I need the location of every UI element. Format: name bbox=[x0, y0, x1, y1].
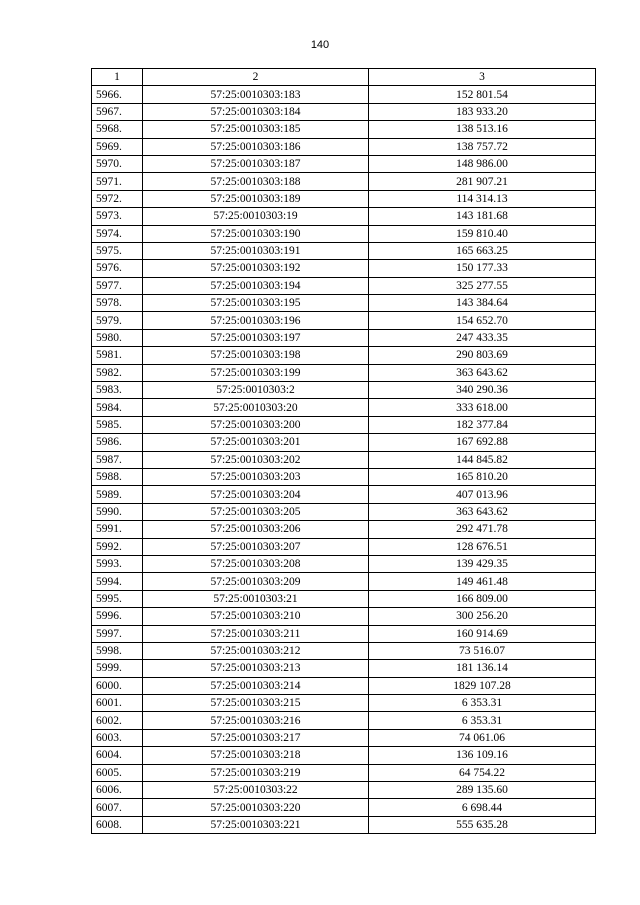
cadastral-number: 57:25:0010303:204 bbox=[143, 486, 369, 503]
table-row bbox=[92, 225, 596, 242]
cadastral-value: 6 353.31 bbox=[369, 712, 596, 729]
row-number: 5995. bbox=[92, 590, 143, 607]
row-number: 5975. bbox=[92, 242, 143, 259]
row-number: 5998. bbox=[92, 642, 143, 659]
cadastral-value: 555 635.28 bbox=[369, 816, 596, 833]
table-row bbox=[92, 782, 596, 799]
row-number: 6008. bbox=[92, 816, 143, 833]
table-row bbox=[92, 347, 596, 364]
cadastral-value: 128 676.51 bbox=[369, 538, 596, 555]
cadastral-number: 57:25:0010303:210 bbox=[143, 608, 369, 625]
row-number: 5989. bbox=[92, 486, 143, 503]
row-number: 6001. bbox=[92, 695, 143, 712]
table-row bbox=[92, 242, 596, 259]
row-number: 5972. bbox=[92, 190, 143, 207]
cadastral-number: 57:25:0010303:184 bbox=[143, 103, 369, 120]
header-col-2: 2 bbox=[143, 69, 369, 86]
cadastral-value: 182 377.84 bbox=[369, 416, 596, 433]
table-row bbox=[92, 260, 596, 277]
cadastral-number: 57:25:0010303:22 bbox=[143, 782, 369, 799]
table-row bbox=[92, 86, 596, 103]
cadastral-value: 165 810.20 bbox=[369, 468, 596, 485]
header-col-1: 1 bbox=[92, 69, 143, 86]
cadastral-number: 57:25:0010303:19 bbox=[143, 208, 369, 225]
row-number: 5992. bbox=[92, 538, 143, 555]
table-row bbox=[92, 625, 596, 642]
cadastral-value: 1829 107.28 bbox=[369, 677, 596, 694]
table-row bbox=[92, 329, 596, 346]
cadastral-number: 57:25:0010303:205 bbox=[143, 503, 369, 520]
cadastral-number: 57:25:0010303:220 bbox=[143, 799, 369, 816]
row-number: 5976. bbox=[92, 260, 143, 277]
row-number: 6006. bbox=[92, 782, 143, 799]
cadastral-value: 333 618.00 bbox=[369, 399, 596, 416]
cadastral-value: 292 471.78 bbox=[369, 521, 596, 538]
table-row bbox=[92, 590, 596, 607]
cadastral-value: 300 256.20 bbox=[369, 608, 596, 625]
cadastral-number: 57:25:0010303:197 bbox=[143, 329, 369, 346]
row-number: 6000. bbox=[92, 677, 143, 694]
table-row bbox=[92, 747, 596, 764]
cadastral-number: 57:25:0010303:215 bbox=[143, 695, 369, 712]
table-row bbox=[92, 364, 596, 381]
cadastral-number: 57:25:0010303:192 bbox=[143, 260, 369, 277]
cadastral-number: 57:25:0010303:216 bbox=[143, 712, 369, 729]
cadastral-value: 144 845.82 bbox=[369, 451, 596, 468]
row-number: 5977. bbox=[92, 277, 143, 294]
cadastral-number: 57:25:0010303:203 bbox=[143, 468, 369, 485]
cadastral-number: 57:25:0010303:195 bbox=[143, 295, 369, 312]
cadastral-number: 57:25:0010303:200 bbox=[143, 416, 369, 433]
cadastral-value: 363 643.62 bbox=[369, 364, 596, 381]
cadastral-number: 57:25:0010303:186 bbox=[143, 138, 369, 155]
cadastral-value: 290 803.69 bbox=[369, 347, 596, 364]
cadastral-number: 57:25:0010303:209 bbox=[143, 573, 369, 590]
table-row bbox=[92, 608, 596, 625]
row-number: 5999. bbox=[92, 660, 143, 677]
row-number: 5971. bbox=[92, 173, 143, 190]
cadastral-number: 57:25:0010303:2 bbox=[143, 382, 369, 399]
row-number: 6003. bbox=[92, 729, 143, 746]
row-number: 5981. bbox=[92, 347, 143, 364]
row-number: 5968. bbox=[92, 121, 143, 138]
table-body bbox=[92, 69, 596, 834]
cadastral-number: 57:25:0010303:202 bbox=[143, 451, 369, 468]
cadastral-number: 57:25:0010303:208 bbox=[143, 555, 369, 572]
row-number: 5993. bbox=[92, 555, 143, 572]
cadastral-value: 165 663.25 bbox=[369, 242, 596, 259]
cadastral-number: 57:25:0010303:199 bbox=[143, 364, 369, 381]
cadastral-value: 74 061.06 bbox=[369, 729, 596, 746]
cadastral-number: 57:25:0010303:20 bbox=[143, 399, 369, 416]
cadastral-value: 138 757.72 bbox=[369, 138, 596, 155]
row-number: 5973. bbox=[92, 208, 143, 225]
header-col-3: 3 bbox=[369, 69, 596, 86]
row-number: 5969. bbox=[92, 138, 143, 155]
cadastral-value: 143 181.68 bbox=[369, 208, 596, 225]
table-row bbox=[92, 695, 596, 712]
row-number: 6002. bbox=[92, 712, 143, 729]
table-row bbox=[92, 312, 596, 329]
cadastral-value: 160 914.69 bbox=[369, 625, 596, 642]
page-number: 140 bbox=[310, 39, 330, 51]
cadastral-number: 57:25:0010303:190 bbox=[143, 225, 369, 242]
row-number: 5966. bbox=[92, 86, 143, 103]
table-row bbox=[92, 208, 596, 225]
table-row bbox=[92, 382, 596, 399]
cadastral-number: 57:25:0010303:201 bbox=[143, 434, 369, 451]
cadastral-number: 57:25:0010303:219 bbox=[143, 764, 369, 781]
table-row bbox=[92, 486, 596, 503]
cadastral-value: 363 643.62 bbox=[369, 503, 596, 520]
table-row bbox=[92, 521, 596, 538]
table-row bbox=[92, 729, 596, 746]
table-row bbox=[92, 764, 596, 781]
cadastral-number: 57:25:0010303:218 bbox=[143, 747, 369, 764]
cadastral-number: 57:25:0010303:221 bbox=[143, 816, 369, 833]
cadastral-value: 154 652.70 bbox=[369, 312, 596, 329]
row-number: 5979. bbox=[92, 312, 143, 329]
table-row bbox=[92, 712, 596, 729]
cadastral-value: 150 177.33 bbox=[369, 260, 596, 277]
cadastral-number: 57:25:0010303:191 bbox=[143, 242, 369, 259]
cadastral-value: 289 135.60 bbox=[369, 782, 596, 799]
row-number: 5996. bbox=[92, 608, 143, 625]
cadastral-number: 57:25:0010303:217 bbox=[143, 729, 369, 746]
row-number: 5988. bbox=[92, 468, 143, 485]
cadastral-value: 325 277.55 bbox=[369, 277, 596, 294]
table-row bbox=[92, 173, 596, 190]
row-number: 5987. bbox=[92, 451, 143, 468]
cadastral-value: 114 314.13 bbox=[369, 190, 596, 207]
row-number: 5974. bbox=[92, 225, 143, 242]
table-row bbox=[92, 642, 596, 659]
table-row bbox=[92, 190, 596, 207]
cadastral-value: 6 353.31 bbox=[369, 695, 596, 712]
table-row bbox=[92, 103, 596, 120]
row-number: 5980. bbox=[92, 329, 143, 346]
row-number: 6007. bbox=[92, 799, 143, 816]
cadastral-number: 57:25:0010303:198 bbox=[143, 347, 369, 364]
cadastral-value: 281 907.21 bbox=[369, 173, 596, 190]
cadastral-number: 57:25:0010303:183 bbox=[143, 86, 369, 103]
row-number: 5970. bbox=[92, 155, 143, 172]
cadastral-number: 57:25:0010303:194 bbox=[143, 277, 369, 294]
cadastral-number: 57:25:0010303:207 bbox=[143, 538, 369, 555]
cadastral-number: 57:25:0010303:21 bbox=[143, 590, 369, 607]
cadastral-value: 148 986.00 bbox=[369, 155, 596, 172]
table-header-row bbox=[92, 69, 596, 86]
cadastral-number: 57:25:0010303:187 bbox=[143, 155, 369, 172]
table-row bbox=[92, 816, 596, 833]
table-row bbox=[92, 799, 596, 816]
cadastral-value: 167 692.88 bbox=[369, 434, 596, 451]
cadastral-value: 139 429.35 bbox=[369, 555, 596, 572]
row-number: 5986. bbox=[92, 434, 143, 451]
cadastral-value: 152 801.54 bbox=[369, 86, 596, 103]
table-row bbox=[92, 660, 596, 677]
row-number: 5982. bbox=[92, 364, 143, 381]
table-row bbox=[92, 434, 596, 451]
table-row bbox=[92, 538, 596, 555]
table-row bbox=[92, 295, 596, 312]
table-row bbox=[92, 277, 596, 294]
cadastral-number: 57:25:0010303:196 bbox=[143, 312, 369, 329]
table-row bbox=[92, 677, 596, 694]
table-row bbox=[92, 503, 596, 520]
cadastral-number: 57:25:0010303:188 bbox=[143, 173, 369, 190]
table-row bbox=[92, 451, 596, 468]
cadastral-number: 57:25:0010303:185 bbox=[143, 121, 369, 138]
cadastral-value: 136 109.16 bbox=[369, 747, 596, 764]
table-row bbox=[92, 138, 596, 155]
row-number: 5991. bbox=[92, 521, 143, 538]
table-row bbox=[92, 121, 596, 138]
row-number: 5997. bbox=[92, 625, 143, 642]
row-number: 5967. bbox=[92, 103, 143, 120]
cadastral-value: 159 810.40 bbox=[369, 225, 596, 242]
row-number: 5990. bbox=[92, 503, 143, 520]
table-row bbox=[92, 155, 596, 172]
row-number: 5978. bbox=[92, 295, 143, 312]
cadastral-number: 57:25:0010303:212 bbox=[143, 642, 369, 659]
cadastral-value: 407 013.96 bbox=[369, 486, 596, 503]
cadastral-value: 6 698.44 bbox=[369, 799, 596, 816]
cadastral-number: 57:25:0010303:206 bbox=[143, 521, 369, 538]
cadastral-value-table bbox=[91, 68, 596, 834]
row-number: 5983. bbox=[92, 382, 143, 399]
cadastral-value: 181 136.14 bbox=[369, 660, 596, 677]
cadastral-value: 166 809.00 bbox=[369, 590, 596, 607]
cadastral-number: 57:25:0010303:213 bbox=[143, 660, 369, 677]
row-number: 6004. bbox=[92, 747, 143, 764]
cadastral-value: 143 384.64 bbox=[369, 295, 596, 312]
cadastral-number: 57:25:0010303:189 bbox=[143, 190, 369, 207]
cadastral-value: 64 754.22 bbox=[369, 764, 596, 781]
row-number: 5994. bbox=[92, 573, 143, 590]
cadastral-value: 73 516.07 bbox=[369, 642, 596, 659]
cadastral-value: 247 433.35 bbox=[369, 329, 596, 346]
cadastral-value: 149 461.48 bbox=[369, 573, 596, 590]
table-row bbox=[92, 555, 596, 572]
row-number: 5984. bbox=[92, 399, 143, 416]
cadastral-value: 183 933.20 bbox=[369, 103, 596, 120]
row-number: 6005. bbox=[92, 764, 143, 781]
table-row bbox=[92, 468, 596, 485]
table-row bbox=[92, 399, 596, 416]
row-number: 5985. bbox=[92, 416, 143, 433]
cadastral-number: 57:25:0010303:211 bbox=[143, 625, 369, 642]
cadastral-value: 138 513.16 bbox=[369, 121, 596, 138]
table-row bbox=[92, 573, 596, 590]
cadastral-number: 57:25:0010303:214 bbox=[143, 677, 369, 694]
table-row bbox=[92, 416, 596, 433]
cadastral-value: 340 290.36 bbox=[369, 382, 596, 399]
